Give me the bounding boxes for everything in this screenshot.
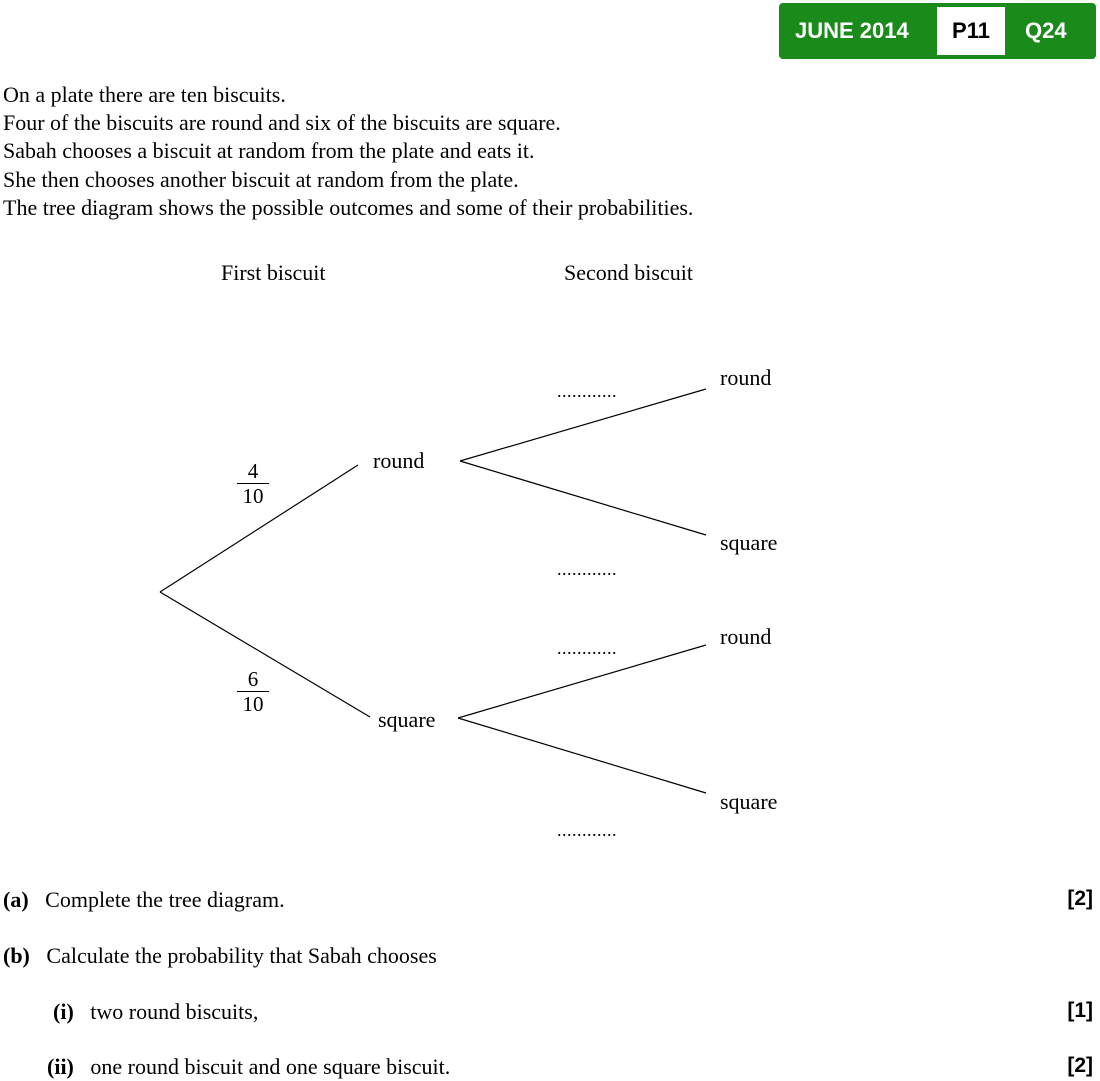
denominator: 10 <box>242 484 264 508</box>
second-square-label: square <box>720 789 778 814</box>
second-round-label: round <box>720 624 772 649</box>
branch-square-square <box>458 718 706 793</box>
question-b-text: Calculate the probability that Sabah chooses <box>46 943 437 968</box>
question-b-ii <box>47 1054 450 1080</box>
intro-line: Sabah chooses a biscuit at random from the plate and eats it. <box>3 138 535 164</box>
question-b-label: (b) <box>3 943 30 968</box>
first-round-label: round <box>373 448 425 473</box>
second-square-label: square <box>720 530 778 555</box>
numerator: 6 <box>247 667 259 691</box>
exam-date: JUNE 2014 <box>795 18 909 43</box>
first-square-label: square <box>378 707 436 732</box>
question-b-ii-label: (ii) <box>47 1054 74 1079</box>
first-biscuit-heading: First biscuit <box>221 260 326 285</box>
marks-b-ii: [2] <box>1067 1054 1093 1077</box>
second-biscuit-heading: Second biscuit <box>564 260 693 285</box>
branch-round-square <box>460 461 706 535</box>
intro-line: She then chooses another biscuit at random from the plate. <box>3 166 519 192</box>
fraction-first-round <box>233 460 273 507</box>
numerator: 4 <box>247 459 259 483</box>
question-b-i-label: (i) <box>53 999 74 1024</box>
question-b-ii-text: one round biscuit and one square biscuit. <box>90 1054 451 1079</box>
intro-line: Four of the biscuits are round and six of the biscuits are square. <box>3 110 561 136</box>
marks-a: [2] <box>1067 887 1093 910</box>
question-a <box>3 887 285 913</box>
answer-blank[interactable]: ............ <box>557 638 617 658</box>
intro-line: On a plate there are ten biscuits. <box>3 82 286 107</box>
question-a-text: Complete the tree diagram. <box>45 887 285 912</box>
exam-paper: P11 <box>937 7 1005 55</box>
question-b <box>3 943 437 969</box>
question-b-i-text: two round biscuits, <box>90 999 259 1024</box>
intro-line: The tree diagram shows the possible outcomes and some of their probabilities. <box>3 194 694 220</box>
denominator: 10 <box>242 692 264 716</box>
second-round-label: round <box>720 365 772 390</box>
answer-blank[interactable]: ............ <box>557 820 617 840</box>
exam-question-number: Q24 <box>1025 18 1067 43</box>
question-b-i <box>53 999 258 1025</box>
question-a-label: (a) <box>3 887 29 912</box>
marks-b-i: [1] <box>1067 999 1093 1022</box>
answer-blank[interactable]: ............ <box>557 559 617 579</box>
fraction-first-square <box>233 668 273 715</box>
answer-blank[interactable]: ............ <box>557 381 617 401</box>
